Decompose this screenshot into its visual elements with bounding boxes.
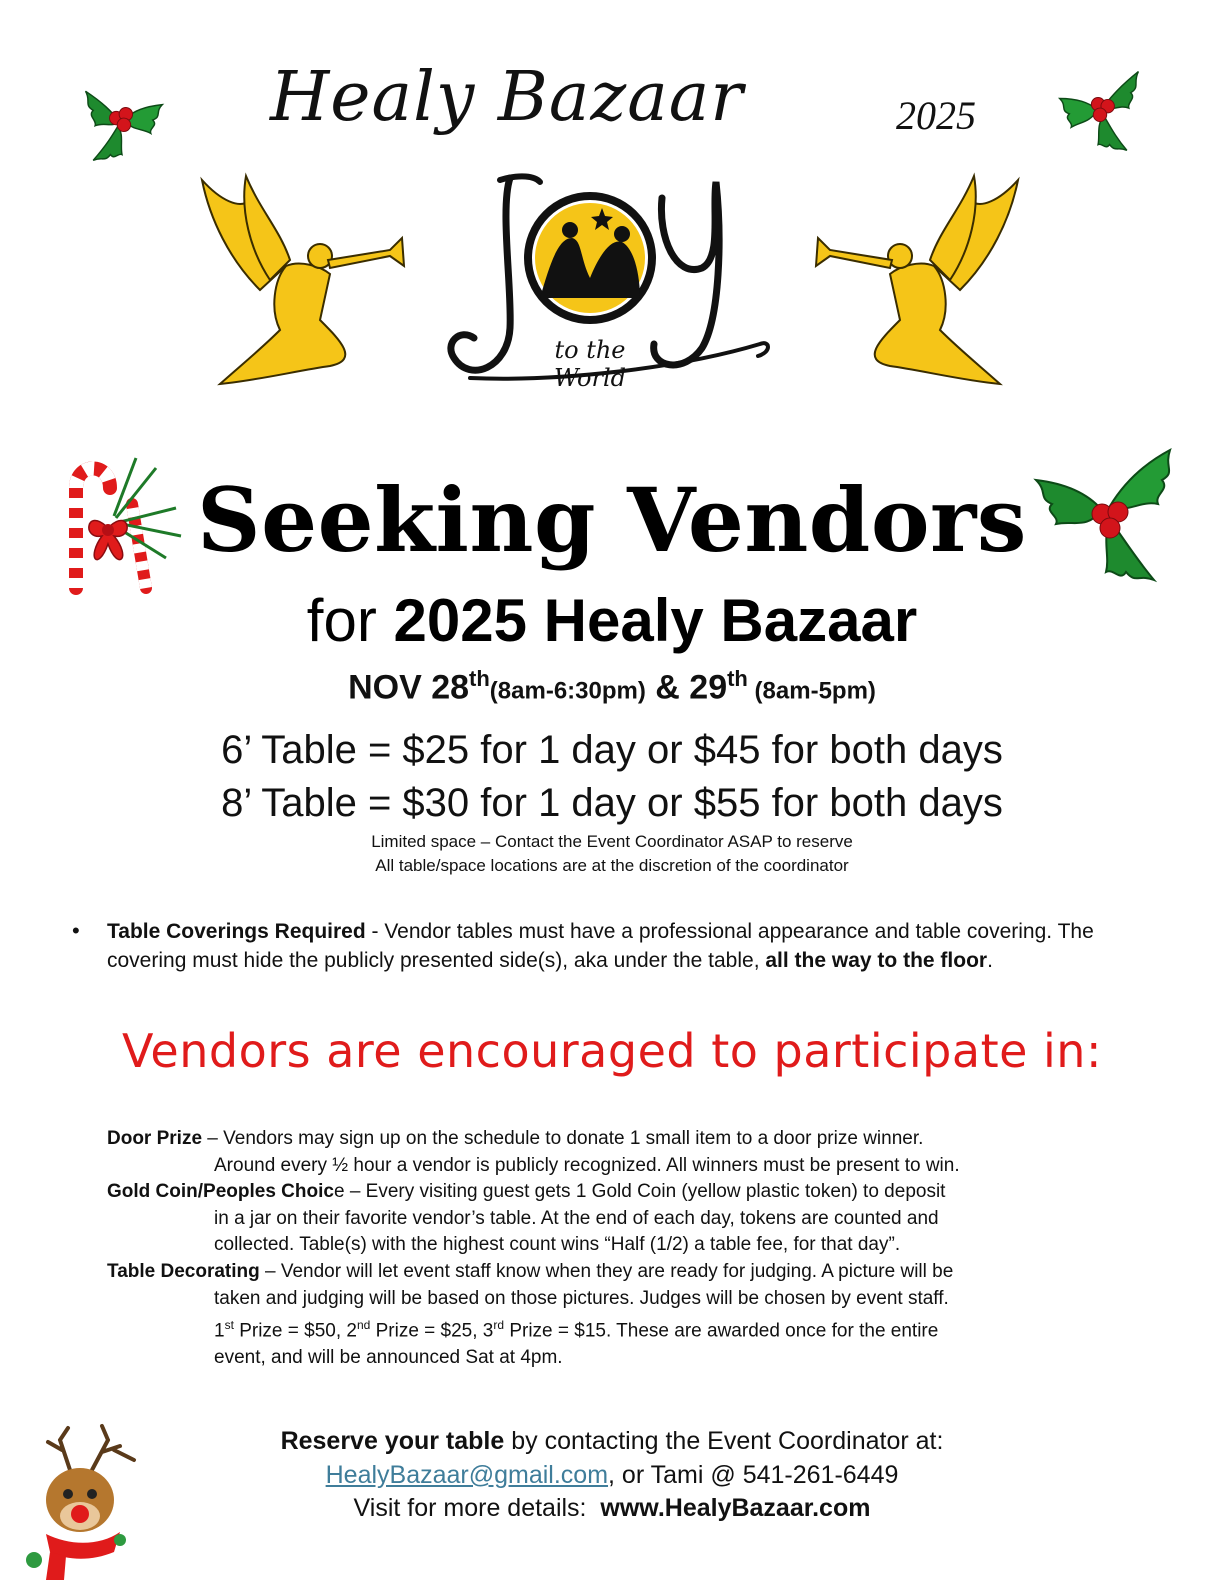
table-coverings-emphasis: all the way to the floor — [765, 949, 988, 972]
gold-coin-label-tail: e — [333, 1181, 345, 1202]
table-coverings-lead: Table Coverings Required — [107, 920, 366, 943]
visit-text: Visit for more details: — [353, 1494, 601, 1522]
gold-coin-label: Gold Coin/Peoples Choic — [107, 1181, 334, 1202]
gold-coin-line3: collected. Table(s) with the highest count wins “Half (1/2) a table fee, for that day”. — [214, 1234, 901, 1255]
table-decorating-item — [107, 1259, 1067, 1371]
table-decorating-prizes — [107, 1312, 1067, 1345]
prize-3-suffix: rd — [493, 1318, 505, 1332]
price-8ft-table: 8’ Table = $30 for 1 day or $55 for both days — [221, 781, 1003, 825]
subheadline — [0, 586, 1224, 655]
note-limited-space: Limited space – Contact the Event Coordinator ASAP to reserve — [371, 832, 853, 851]
table-coverings-end: . — [987, 949, 993, 972]
gold-coin-line2: in a jar on their favorite vendor’s table. At the end of each day, tokens are counted and — [214, 1207, 939, 1229]
contact-line — [0, 1461, 1224, 1490]
bullet-marker: • — [72, 918, 80, 943]
table-coverings-text: - Vendor tables must have a professional appearance and table covering. The covering must hide the publicly presented side(s), aka under the table, — [107, 920, 1094, 972]
angel-trumpet-icon — [800, 170, 1030, 400]
event-dates — [0, 666, 1224, 707]
prize-1-num: 1 — [214, 1320, 225, 1342]
date-day2: & 29 — [645, 668, 728, 707]
gold-coin-line1: – Every visiting guest gets 1 Gold Coin (yellow plastic token) to deposit — [344, 1181, 946, 1202]
page-title: Healy Bazaar — [270, 58, 744, 137]
date-day1-hours: (8am-6:30pm) — [489, 677, 646, 705]
prize-2-suffix: nd — [356, 1318, 371, 1332]
door-prize-line1: – Vendors may sign up on the schedule to donate 1 small item to a door prize winner. — [202, 1128, 924, 1149]
table-coverings-note — [107, 917, 1147, 975]
subheadline-prefix: for — [306, 587, 394, 654]
holly-icon — [74, 72, 170, 168]
title-year: 2025 — [896, 93, 976, 138]
phone-text: , or Tami @ 541-261-6449 — [608, 1461, 899, 1489]
prize-3-text: Prize = $15. These are awarded once for the entire — [504, 1320, 939, 1342]
date-day1-suffix: th — [469, 666, 490, 691]
reserve-line — [0, 1427, 1224, 1456]
reserve-bold: Reserve your table — [280, 1427, 505, 1455]
table-decorating-line1: – Vendor will let event staff know when they are ready for judging. A picture will be — [259, 1261, 954, 1282]
prize-1-suffix: st — [224, 1318, 234, 1332]
angel-trumpet-icon — [190, 170, 420, 400]
gold-coin-item — [107, 1179, 1067, 1259]
email-link[interactable]: HealyBazaar@gmail.com — [325, 1461, 609, 1489]
holly-icon — [1050, 62, 1150, 158]
table-decorating-label: Table Decorating — [107, 1261, 260, 1282]
prize-2-text: Prize = $25, 3 — [370, 1320, 494, 1342]
date-day2-suffix: th — [727, 666, 748, 691]
date-day2-hours: (8am-5pm) — [747, 677, 876, 705]
participation-heading: Vendors are encouraged to participate in: — [122, 1024, 1102, 1078]
table-decorating-line2: taken and judging will be based on those pictures. Judges will be chosen by event staff. — [214, 1287, 949, 1309]
door-prize-line2: Around every ½ hour a vendor is publicly recognized. All winners must be present to win. — [214, 1154, 960, 1176]
subheadline-event: 2025 Healy Bazaar — [393, 587, 918, 654]
door-prize-label: Door Prize — [107, 1128, 203, 1149]
table-decorating-line4: event, and will be announced Sat at 4pm. — [214, 1346, 563, 1368]
headline: Seeking Vendors — [197, 468, 1027, 572]
website-link[interactable]: www.HealyBazaar.com — [600, 1494, 871, 1522]
door-prize-item — [107, 1126, 1067, 1179]
prize-1-text: Prize = $50, 2 — [233, 1320, 357, 1342]
note-discretion: All table/space locations are at the discretion of the coordinator — [375, 856, 849, 875]
date-day1: NOV 28 — [348, 668, 470, 707]
website-line — [0, 1494, 1224, 1523]
logo-subtitle: to the World — [554, 336, 626, 392]
reserve-text: by contacting the Event Coordinator at: — [504, 1427, 944, 1455]
price-6ft-table: 6’ Table = $25 for 1 day or $45 for both days — [221, 728, 1003, 772]
